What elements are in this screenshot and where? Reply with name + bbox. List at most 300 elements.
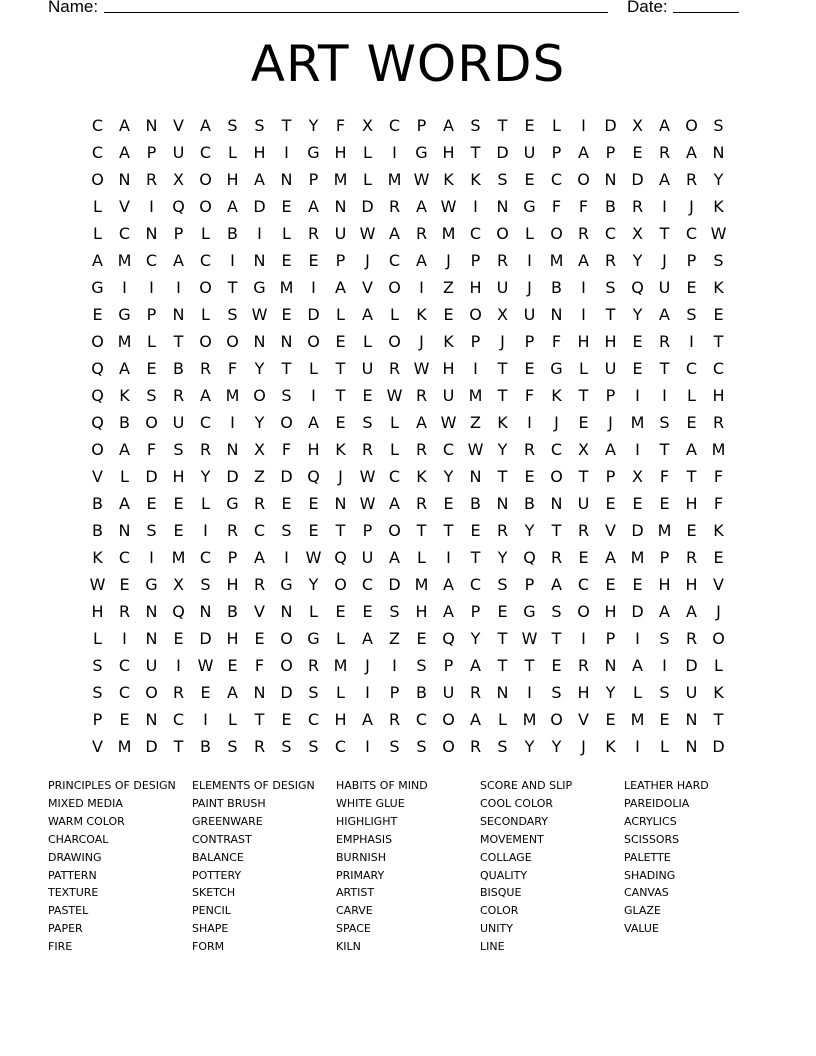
grid-letter: I — [581, 116, 586, 135]
grid-letter: H — [577, 332, 590, 351]
grid-letter: W — [197, 656, 214, 675]
grid-letter: S — [173, 440, 184, 459]
word-bank-item: VALUE — [624, 922, 659, 936]
grid-letter: Y — [632, 305, 643, 324]
grid-letter: O — [145, 683, 158, 702]
word-bank-column — [336, 777, 480, 956]
grid-letter: R — [361, 440, 374, 459]
grid-letter: O — [226, 332, 239, 351]
grid-letter: Z — [470, 413, 481, 432]
grid-letter: X — [173, 575, 184, 594]
grid-letter: E — [659, 710, 670, 729]
grid-letter: E — [254, 629, 265, 648]
grid-letter: C — [685, 359, 698, 378]
grid-letter: N — [496, 494, 509, 513]
grid-letter: I — [284, 548, 289, 567]
grid-letter: Y — [605, 683, 616, 702]
grid-letter: S — [146, 521, 157, 540]
grid-letter: N — [172, 305, 185, 324]
grid-letter: U — [442, 683, 455, 702]
grid-letter: K — [443, 332, 454, 351]
grid-letter: G — [307, 143, 320, 162]
grid-letter: W — [89, 575, 106, 594]
grid-letter: Z — [389, 629, 400, 648]
grid-letter: C — [172, 710, 185, 729]
grid-row — [84, 463, 732, 490]
word-bank-item: SHADING — [624, 868, 676, 882]
grid-row — [84, 274, 732, 301]
grid-letter: S — [416, 656, 427, 675]
grid-letter: L — [201, 305, 210, 324]
grid-letter: D — [604, 116, 617, 135]
grid-letter: I — [203, 521, 208, 540]
grid-letter: E — [686, 413, 697, 432]
word-bank-item: SCORE AND SLIP — [480, 779, 573, 792]
grid-letter: A — [578, 251, 589, 270]
grid-letter: Q — [307, 467, 320, 486]
grid-letter: U — [172, 143, 185, 162]
grid-letter: I — [311, 386, 316, 405]
grid-letter: E — [227, 656, 238, 675]
grid-letter: R — [307, 656, 320, 675]
grid-letter: U — [334, 224, 347, 243]
grid-letter: G — [307, 629, 320, 648]
grid-letter: G — [523, 602, 536, 621]
grid-letter: I — [311, 278, 316, 297]
grid-letter: K — [470, 170, 481, 189]
grid-letter: H — [226, 170, 239, 189]
grid-letter: O — [550, 710, 563, 729]
grid-letter: N — [712, 143, 725, 162]
grid-letter: Q — [172, 602, 185, 621]
grid-letter: A — [119, 359, 130, 378]
grid-letter: J — [581, 737, 586, 756]
grid-letter: C — [388, 467, 401, 486]
grid-letter: F — [578, 197, 589, 216]
grid-letter: Q — [91, 359, 104, 378]
word-bank-column — [48, 777, 192, 956]
word-bank-item: HABITS OF MIND — [336, 779, 428, 792]
grid-letter: R — [388, 710, 401, 729]
word-bank-item: KILN — [336, 940, 361, 954]
grid-letter: P — [605, 143, 616, 162]
grid-letter: S — [497, 170, 508, 189]
grid-letter: H — [226, 629, 239, 648]
grid-letter: D — [253, 197, 266, 216]
grid-letter: O — [712, 629, 725, 648]
grid-letter: T — [497, 359, 508, 378]
name-label: Name: — [48, 0, 99, 16]
grid-letter: J — [689, 197, 694, 216]
grid-letter: N — [604, 656, 617, 675]
grid-letter: J — [527, 278, 532, 297]
grid-letter: A — [605, 548, 616, 567]
grid-letter: S — [227, 305, 238, 324]
grid-letter: H — [442, 143, 455, 162]
grid-row — [84, 598, 732, 625]
grid-letter: U — [172, 413, 185, 432]
grid-letter: T — [551, 521, 562, 540]
word-bank-item: PAINT BRUSH — [192, 796, 266, 810]
grid-letter: W — [521, 629, 538, 648]
grid-letter: T — [281, 359, 292, 378]
grid-letter: D — [280, 467, 293, 486]
grid-letter: P — [92, 710, 103, 729]
word-bank-item: WARM COLOR — [48, 814, 125, 828]
word-bank-item: COOL COLOR — [480, 796, 553, 810]
grid-letter: R — [226, 521, 239, 540]
grid-letter: I — [365, 737, 370, 756]
grid-letter: E — [281, 494, 292, 513]
grid-letter: C — [118, 683, 131, 702]
grid-letter: T — [497, 656, 508, 675]
grid-letter: A — [119, 116, 130, 135]
grid-letter: I — [149, 278, 154, 297]
grid-letter: N — [145, 602, 158, 621]
grid-letter: C — [388, 116, 401, 135]
grid-letter: H — [604, 332, 617, 351]
grid-letter: O — [199, 332, 212, 351]
grid-letter: I — [689, 332, 694, 351]
grid-letter: S — [389, 737, 400, 756]
grid-letter: E — [578, 413, 589, 432]
grid-letter: P — [551, 143, 562, 162]
grid-letter: B — [416, 683, 427, 702]
grid-row — [84, 301, 732, 328]
grid-letter: R — [577, 224, 590, 243]
grid-letter: C — [415, 710, 428, 729]
grid-letter: R — [658, 332, 671, 351]
grid-letter: T — [416, 521, 427, 540]
grid-letter: O — [442, 737, 455, 756]
grid-letter: L — [714, 656, 723, 675]
grid-letter: E — [605, 575, 616, 594]
grid-letter: G — [91, 278, 104, 297]
grid-letter: N — [469, 467, 482, 486]
grid-letter: A — [119, 143, 130, 162]
grid-letter: M — [387, 170, 402, 189]
grid-letter: B — [524, 494, 535, 513]
grid-letter: P — [227, 548, 238, 567]
grid-letter: Y — [524, 521, 535, 540]
grid-letter: P — [362, 521, 373, 540]
grid-letter: B — [119, 413, 130, 432]
grid-letter: W — [413, 170, 430, 189]
page-title: ART WORDS — [250, 35, 566, 93]
grid-letter: L — [228, 143, 237, 162]
grid-letter: O — [91, 332, 104, 351]
grid-letter: L — [390, 440, 399, 459]
grid-letter: E — [119, 710, 130, 729]
grid-letter: L — [633, 683, 642, 702]
grid-letter: P — [146, 143, 157, 162]
grid-letter: R — [145, 170, 158, 189]
grid-letter: A — [686, 602, 697, 621]
word-bank-item: MIXED MEDIA — [48, 796, 123, 810]
grid-letter: N — [550, 305, 563, 324]
grid-letter: P — [146, 305, 157, 324]
grid-letter: A — [200, 116, 211, 135]
grid-letter: V — [92, 467, 103, 486]
date-blank-line — [673, 12, 739, 13]
grid-letter: Q — [172, 197, 185, 216]
grid-letter: P — [308, 170, 319, 189]
grid-letter: C — [361, 575, 374, 594]
grid-letter: C — [550, 170, 563, 189]
grid-letter: I — [581, 629, 586, 648]
grid-letter: I — [392, 143, 397, 162]
grid-letter: I — [527, 683, 532, 702]
grid-letter: Y — [497, 440, 508, 459]
grid-letter: W — [305, 548, 322, 567]
grid-letter: S — [227, 737, 238, 756]
grid-letter: E — [632, 332, 643, 351]
grid-letter: W — [359, 224, 376, 243]
grid-letter: R — [415, 386, 428, 405]
grid-letter: E — [632, 143, 643, 162]
grid-letter: J — [365, 251, 370, 270]
grid-letter: E — [173, 521, 184, 540]
grid-letter: H — [91, 602, 104, 621]
grid-letter: E — [578, 548, 589, 567]
grid-letter: E — [146, 494, 157, 513]
grid-letter: P — [605, 467, 616, 486]
grid-letter: V — [119, 197, 130, 216]
grid-letter: O — [334, 575, 347, 594]
grid-letter: X — [632, 224, 643, 243]
grid-letter: A — [686, 143, 697, 162]
grid-letter: E — [713, 548, 724, 567]
grid-letter: W — [359, 494, 376, 513]
grid-letter: N — [253, 332, 266, 351]
grid-letter: I — [203, 710, 208, 729]
grid-letter: O — [253, 386, 266, 405]
grid-letter: F — [254, 656, 265, 675]
grid-letter: Y — [308, 575, 319, 594]
word-bank — [48, 777, 768, 956]
word-bank-item: PALETTE — [624, 850, 671, 864]
word-bank-item: LEATHER HARD — [624, 779, 709, 792]
grid-letter: Y — [497, 548, 508, 567]
grid-letter: G — [523, 197, 536, 216]
grid-letter: E — [524, 467, 535, 486]
grid-letter: A — [119, 494, 130, 513]
grid-letter: E — [443, 305, 454, 324]
grid-letter: I — [230, 251, 235, 270]
grid-letter: A — [470, 710, 481, 729]
grid-letter: S — [227, 116, 238, 135]
grid-row — [84, 706, 732, 733]
grid-letter: R — [172, 683, 185, 702]
grid-letter: A — [308, 413, 319, 432]
grid-letter: B — [227, 224, 238, 243]
grid-letter: F — [335, 116, 346, 135]
grid-letter: E — [362, 386, 373, 405]
grid-letter: D — [145, 467, 158, 486]
grid-letter: E — [524, 170, 535, 189]
grid-letter: K — [713, 683, 724, 702]
grid-letter: C — [118, 224, 131, 243]
grid-letter: A — [227, 197, 238, 216]
grid-letter: Y — [551, 737, 562, 756]
grid-letter: J — [365, 656, 370, 675]
word-bank-item: PAREIDOLIA — [624, 796, 690, 810]
grid-letter: B — [605, 197, 616, 216]
grid-letter: I — [581, 305, 586, 324]
grid-letter: Y — [254, 359, 265, 378]
grid-letter: E — [632, 494, 643, 513]
grid-letter: N — [253, 683, 266, 702]
grid-letter: S — [659, 413, 670, 432]
grid-letter: L — [228, 710, 237, 729]
grid-letter: C — [469, 575, 482, 594]
grid-letter: I — [284, 143, 289, 162]
grid-letter: H — [469, 278, 482, 297]
grid-letter: R — [253, 575, 266, 594]
grid-letter: M — [522, 710, 537, 729]
grid-letter: U — [361, 548, 374, 567]
grid-row — [84, 328, 732, 355]
grid-letter: R — [577, 656, 590, 675]
grid-letter: O — [280, 656, 293, 675]
grid-letter: O — [388, 332, 401, 351]
grid-letter: N — [685, 737, 698, 756]
grid-letter: E — [200, 683, 211, 702]
grid-letter: A — [443, 116, 454, 135]
grid-letter: H — [253, 143, 266, 162]
grid-letter: N — [118, 521, 131, 540]
grid-letter: E — [632, 575, 643, 594]
grid-letter: A — [659, 116, 670, 135]
grid-letter: C — [334, 737, 347, 756]
grid-letter: C — [253, 521, 266, 540]
grid-letter: W — [413, 359, 430, 378]
grid-letter: S — [200, 575, 211, 594]
grid-letter: W — [440, 413, 457, 432]
grid-letter: P — [659, 548, 670, 567]
grid-row — [84, 166, 732, 193]
grid-letter: G — [226, 494, 239, 513]
word-bank-item: LINE — [480, 940, 505, 954]
grid-letter: O — [280, 629, 293, 648]
grid-letter: Q — [91, 413, 104, 432]
grid-letter: N — [334, 494, 347, 513]
grid-row — [84, 247, 732, 274]
grid-letter: E — [605, 494, 616, 513]
grid-letter: C — [604, 224, 617, 243]
grid-letter: A — [416, 197, 427, 216]
grid-letter: K — [443, 170, 454, 189]
grid-letter: J — [662, 251, 667, 270]
grid-letter: A — [92, 251, 103, 270]
grid-letter: Y — [524, 737, 535, 756]
grid-letter: T — [578, 467, 589, 486]
grid-letter: Z — [254, 467, 265, 486]
word-bank-item: ARTIST — [336, 886, 375, 900]
grid-letter: O — [91, 170, 104, 189]
grid-letter: W — [710, 224, 727, 243]
grid-letter: A — [470, 656, 481, 675]
grid-letter: E — [416, 629, 427, 648]
grid-letter: R — [658, 143, 671, 162]
grid-letter: R — [307, 224, 320, 243]
grid-letter: O — [145, 413, 158, 432]
grid-letter: K — [416, 305, 427, 324]
grid-letter: A — [605, 440, 616, 459]
grid-letter: O — [199, 197, 212, 216]
grid-letter: R — [415, 224, 428, 243]
grid-letter: P — [524, 575, 535, 594]
grid-letter: E — [308, 521, 319, 540]
grid-letter: I — [635, 629, 640, 648]
grid-letter: L — [147, 332, 156, 351]
grid-letter: B — [227, 602, 238, 621]
grid-letter: Y — [200, 467, 211, 486]
grid-letter: J — [608, 413, 613, 432]
grid-letter: L — [93, 197, 102, 216]
grid-letter: X — [632, 116, 643, 135]
word-bank-item: PATTERN — [48, 868, 97, 882]
grid-letter: Y — [443, 467, 454, 486]
grid-letter: O — [496, 224, 509, 243]
grid-letter: N — [550, 494, 563, 513]
grid-letter: U — [523, 305, 536, 324]
grid-letter: H — [226, 575, 239, 594]
grid-letter: X — [254, 440, 265, 459]
word-bank-item: SCISSORS — [624, 832, 680, 846]
grid-letter: Q — [523, 548, 536, 567]
grid-letter: T — [605, 305, 616, 324]
grid-letter: N — [334, 197, 347, 216]
grid-letter: B — [92, 494, 103, 513]
grid-letter: L — [201, 494, 210, 513]
grid-letter: U — [577, 494, 590, 513]
grid-letter: I — [635, 386, 640, 405]
grid-letter: A — [632, 656, 643, 675]
grid-letter: O — [550, 467, 563, 486]
grid-letter: C — [199, 548, 212, 567]
grid-letter: E — [173, 629, 184, 648]
grid-letter: W — [386, 386, 403, 405]
word-bank-item: PENCIL — [192, 904, 231, 918]
grid-letter: F — [281, 440, 292, 459]
grid-letter: A — [578, 143, 589, 162]
word-bank-item: CARVE — [336, 904, 373, 918]
grid-letter: A — [416, 251, 427, 270]
grid-letter: U — [145, 656, 158, 675]
grid-letter: N — [685, 710, 698, 729]
grid-letter: C — [91, 143, 104, 162]
grid-letter: E — [119, 575, 130, 594]
grid-letter: Y — [713, 170, 724, 189]
grid-letter: R — [199, 359, 212, 378]
grid-letter: Q — [334, 548, 347, 567]
grid-letter: F — [551, 197, 562, 216]
grid-letter: R — [496, 521, 509, 540]
grid-letter: I — [635, 737, 640, 756]
grid-letter: L — [363, 170, 372, 189]
word-bank-item: CANVAS — [624, 886, 669, 900]
grid-letter: I — [635, 440, 640, 459]
grid-letter: C — [550, 440, 563, 459]
grid-letter: A — [173, 251, 184, 270]
grid-letter: O — [280, 413, 293, 432]
grid-letter: R — [388, 197, 401, 216]
grid-letter: A — [227, 683, 238, 702]
grid-letter: F — [659, 467, 670, 486]
grid-letter: C — [577, 575, 590, 594]
grid-letter: M — [630, 413, 645, 432]
